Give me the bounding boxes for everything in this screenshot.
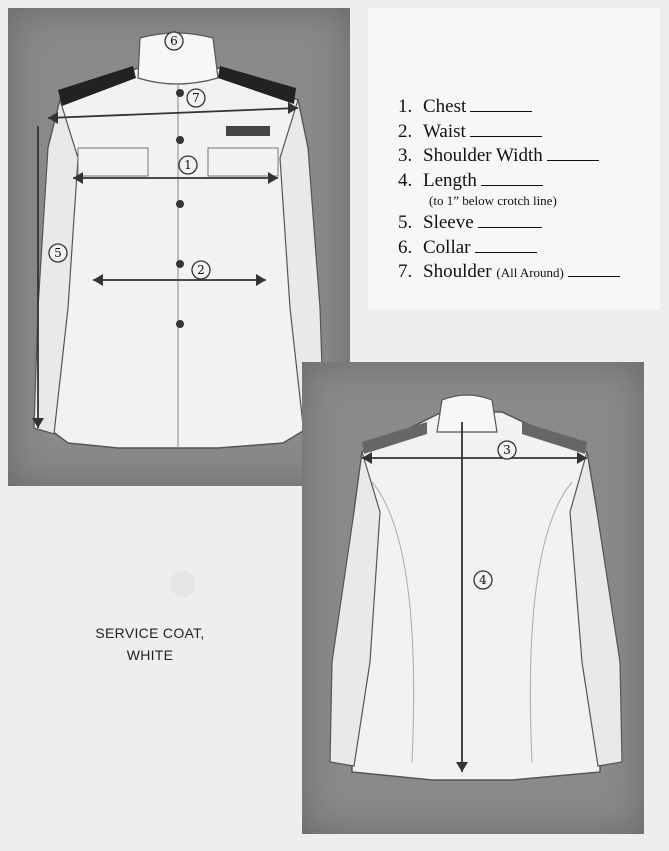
collar-blank[interactable] (475, 238, 537, 253)
measurements-legend (368, 8, 660, 310)
marker-waist: 2 (197, 263, 205, 277)
waist-blank[interactable] (470, 122, 542, 137)
waist-label: Waist (423, 120, 466, 142)
list-item-sleeve: 5. Sleeve (398, 211, 620, 236)
marker-chest: 1 (184, 158, 192, 172)
sleeve-label: Sleeve (423, 212, 474, 233)
marker-shoulder-width: 3 (503, 443, 511, 457)
back-coat-drawing (302, 362, 644, 834)
list-item-waist: 2. Waist (398, 120, 620, 145)
front-coat-drawing (8, 8, 350, 486)
measurements-list (398, 95, 620, 286)
list-item-shoulder: 7. Shoulder (All Around) (398, 260, 620, 286)
chest-blank[interactable] (470, 97, 532, 112)
figure-caption (60, 622, 240, 666)
length-note: (to 1” below crotch line) (429, 193, 557, 208)
front-view-photo (8, 8, 350, 486)
collar-label: Collar (423, 236, 471, 258)
list-item-collar: 6. Collar (398, 236, 620, 261)
marker-length: 4 (479, 573, 487, 587)
chest-label: Chest (423, 96, 467, 117)
shoulder-width-blank[interactable] (547, 146, 599, 161)
list-item-chest: 1. Chest (398, 95, 620, 120)
marker-sleeve: 5 (54, 246, 62, 260)
list-item-length: 4. Length (to 1” below crotch line) (398, 169, 620, 210)
caption-line-2: WHITE (126, 647, 174, 663)
length-blank[interactable] (481, 171, 543, 186)
shoulder-blank[interactable] (568, 262, 620, 277)
shoulder-width-label: Shoulder Width (423, 145, 543, 166)
caption-line-1: SERVICE COAT, (95, 625, 205, 641)
back-view-photo (302, 362, 644, 834)
marker-collar: 6 (170, 34, 178, 48)
shoulder-label: Shoulder (423, 261, 492, 282)
sleeve-blank[interactable] (478, 213, 542, 228)
list-item-shoulder-width: 3. Shoulder Width (398, 144, 620, 169)
shoulder-note: (All Around) (496, 265, 564, 280)
hole-punch-mark (172, 573, 194, 595)
marker-shoulder: 7 (192, 91, 200, 105)
length-label: Length (423, 169, 477, 191)
